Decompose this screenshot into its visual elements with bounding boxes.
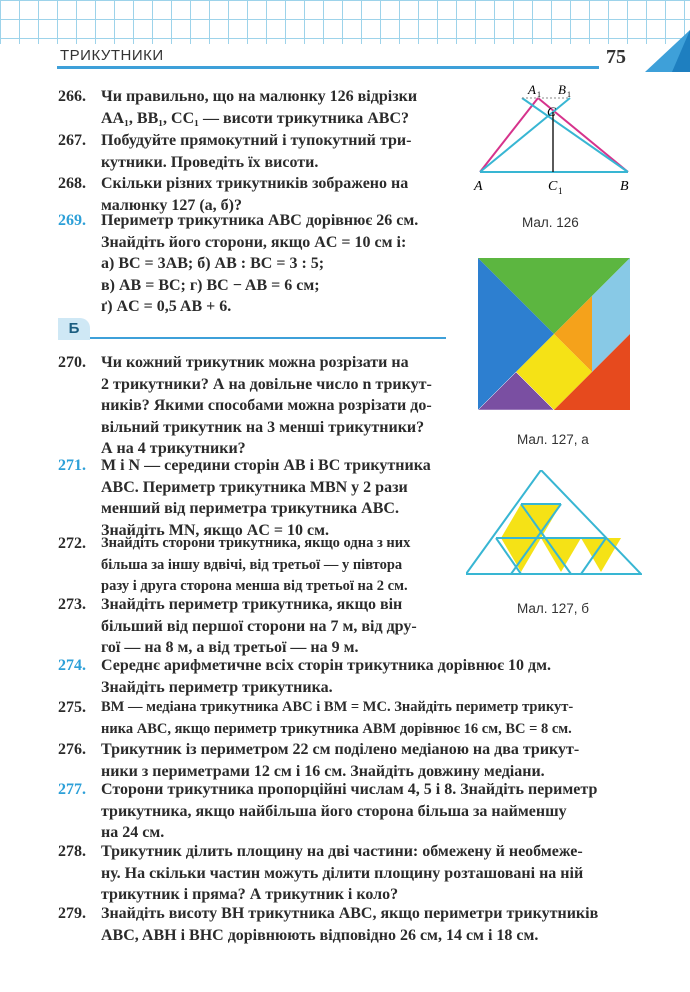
svg-text:1: 1	[558, 186, 563, 196]
problem-276: 276. Трикутник із периметром 22 см поділено медіаною на два трикут- ники з периметрами 12 см і 16 см. Знайдіть довжину медіани.	[58, 741, 580, 780]
problem-268: 268. Скільки різних трикутників зображено на малюнку 127 (а, б)?	[58, 175, 409, 214]
svg-text:A: A	[474, 179, 483, 194]
problem-267: 267. Побудуйте прямокутний і тупокутний три- кутники. Проведіть їх висоти.	[58, 132, 412, 171]
problem-275: 275. BM — медіана трикутника ABC і BM = MC. Знайдіть периметр трикут- ника ABC, якщо периметр трикутника ABM дорівнює 16 см, BC = 8 см.	[58, 699, 574, 737]
section-b-rule	[90, 337, 446, 339]
header-rule	[57, 66, 599, 69]
page-number: 75	[606, 46, 626, 68]
svg-text:C: C	[548, 179, 558, 194]
caption-126: Мал. 126	[522, 215, 579, 230]
svg-text:C: C	[547, 104, 556, 119]
problem-274: 274. Середнє арифметичне всіх сторін трикутника дорівнює 10 дм. Знайдіть периметр трикутника.	[58, 657, 552, 696]
figure-127a	[478, 258, 630, 410]
svg-text:A: A	[528, 82, 536, 97]
caption-127b: Мал. 127, б	[517, 601, 590, 616]
svg-text:B: B	[558, 82, 566, 97]
problem-279: 279. Знайдіть висоту BH трикутника ABC, якщо периметри трикутників ABC, ABH і BHC дорівнюють відповідно 26 см, 14 см і 18 см.	[58, 905, 599, 944]
problem-270: 270. Чи кожний трикутник можна розрізати на 2 трикутники? А на довільне число n трикут- ників? Якими способами можна розрізати до- вільний трикутник на 3 менші трикутники? А на 4 трикутники?	[58, 354, 432, 457]
problem-278: 278. Трикутник ділить площину на дві частини: обмежену й необмеже- ну. На скільки частин можуть ділити площину розташовані на ній трикутник і пряма? А трикутник і коло?	[58, 843, 584, 903]
section-b-marker: Б	[58, 318, 90, 340]
header-grid	[0, 0, 690, 44]
problem-277: 277. Сторони трикутника пропорційні числам 4, 5 і 8. Знайдіть периметр трикутника, якщо найбільша його сторона більша за найменшу на 24 см.	[58, 781, 598, 841]
problem-271: 271. M і N — середини сторін AB і BC трикутника ABC. Периметр трикутника MBN у 2 рази менший від периметра трикутника ABC. Знайдіть MN, якщо AC = 10 см.	[58, 457, 431, 539]
problem-number: 266.	[58, 88, 86, 105]
svg-text:1: 1	[567, 90, 571, 99]
problem-266: 266. Чи правильно, що на малюнку 126 відрізки AA₁, BB₁, CC₁ — висоти трикутника ABC?	[58, 88, 418, 127]
caption-127a: Мал. 127, а	[517, 432, 589, 447]
problem-269: 269. Периметр трикутника ABC дорівнює 26 см. Знайдіть його сторони, якщо AC = 10 см і: а) BC = 3AB; б) AB : BC = 3 : 5; в) AB = BC; г) BC − AB = 6 см; ґ) AC = 0,5 AB + 6.	[58, 212, 419, 315]
problem-273: 273. Знайдіть периметр трикутника, якщо він більший від першої сторони на 7 м, від дру- гої — на 8 м, а від третьої — на 9 м.	[58, 596, 417, 656]
svg-text:1: 1	[537, 90, 541, 99]
figure-127b	[466, 470, 642, 576]
figure-126	[470, 80, 640, 205]
problem-272: 272. Знайдіть сторони трикутника, якщо одна з них більша за іншу вдвічі, від третьої — у півтора разу і друга сторона менша від третьої на 2 см.	[58, 535, 411, 594]
chapter-title: ТРИКУТНИКИ	[60, 47, 164, 64]
svg-text:B: B	[620, 179, 629, 194]
